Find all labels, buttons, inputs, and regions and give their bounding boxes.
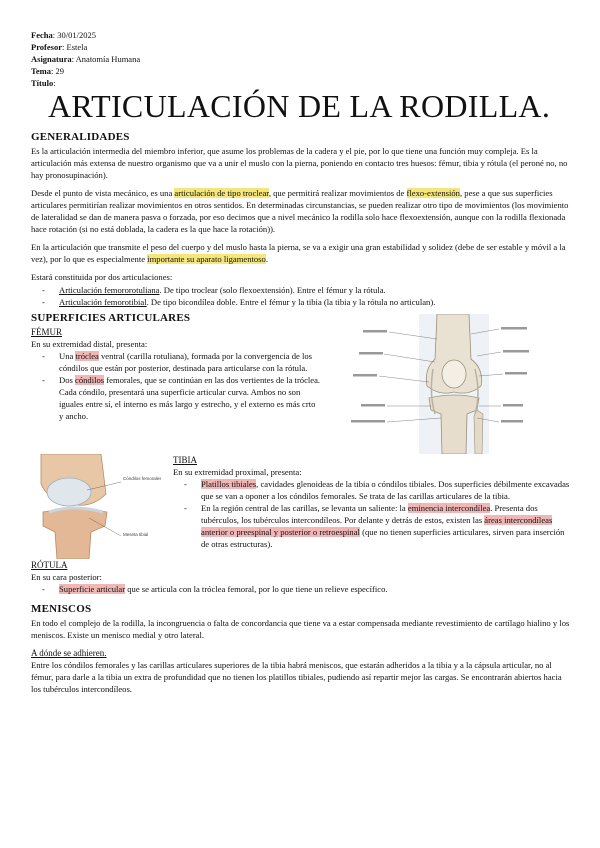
articulaciones-list	[31, 284, 571, 308]
rotula-heading: RÓTULA	[31, 560, 68, 570]
meniscos-p2: Entre los cóndilos femorales y las carillas articulares superiores de la tibia habrá meniscos, que estarán adheridos a la tibia y a la cápsula articular, no al fémur, para darle a la tibia un extra de profundidad que no tienen los platillos tibiales, pudiendo así repartir mejor las cargas. Se encontrarán abiertos hacia los tubérculos intercondíleos.	[31, 660, 562, 694]
highlight: articulación de tipo troclear	[174, 188, 269, 198]
list-item: - Una tróclea ventral (carilla rotuliana), formada por la convergencia de los cóndilos que están por posterior, destinada para articularse con la rótula.	[31, 350, 321, 374]
tibia-section: Cóndilos femorales Meseta tibial TIBIA En su extremidad proximal, presenta: - Platillos tibiales, cavidades glenoideas de la tibia o cóndilos tibiales. Dos superficies débilmente excavadas que se van a oponer a los cóndilos femorales. Se trata de las carillas articulares de la tibia. - En la región central de las carillas, se levanta un saliente: la eminencia intercondílea. Presenta dos tubérculos, los tubérculos intercondíleos. Por delante y detrás de estos, existen las áreas intercondíleas anterior o preespinal y posterior o retroespinal (que no tienen superficies articulares, sirven para inserción de otras estructuras).	[31, 454, 571, 559]
knee-cartilage-figure	[31, 454, 161, 559]
meta-titulo: Título:	[31, 78, 56, 88]
knee-bones-figure	[349, 314, 539, 454]
meta-profesor: Profesor: Estela	[31, 42, 88, 52]
page-title: ARTICULACIÓN DE LA RODILLA.	[48, 88, 551, 124]
list-item: - Articulación femororotuliana. De tipo troclear (solo flexoextensión). Entre el fémur y la rótula.	[31, 284, 571, 296]
generalidades-p4: Estará constituida por dos articulaciones:	[31, 272, 173, 282]
generalidades-p1: Es la articulación intermedia del miembro inferior, que asume los problemas de la cadera y el pie, por lo que tiene una función muy compleja. Es la articulación más extensa de nuestro organismo que va a unir el muslo con la pierna, poniendo en contacto tres huesos: fémur, tibia y rótula (el peroné no, no hay pronosupinación).	[31, 146, 568, 180]
generalidades-p3: En la articulación que transmite el peso del cuerpo y del muslo hasta la pierna, se va a exigir una gran estabilidad y solidez (debe de ser estable y móvil a la vez), por lo que es especialmente importante su aparato ligamentoso.	[31, 242, 566, 264]
highlight: tróclea	[75, 351, 99, 361]
meta-fecha: Fecha: 30/01/2025	[31, 30, 96, 40]
generalidades-heading: GENERALIDADES	[31, 131, 130, 143]
meniscos-heading: MENISCOS	[31, 603, 92, 615]
highlight: Platillos tibiales	[201, 479, 257, 489]
meniscos-p1: En todo el complejo de la rodilla, la incongruencia o falta de concordancia que tiene va a estar compensada mediante revestimiento de cartílago hialino y los meniscos. Existe un menisco medial y otro lateral.	[31, 618, 570, 640]
list-item: - Dos cóndilos femorales, que se continúan en las dos vertientes de la tróclea. Cada cóndilo, presentará una superficie articular curva. Ambos no son iguales entre sí, el interno es más largo y estrecho, y el externo es más crto y ancho.	[31, 374, 321, 422]
highlight: importante su aparato ligamentoso	[147, 254, 266, 264]
femur-heading: FÉMUR	[31, 327, 63, 337]
meta-asignatura: Asignatura: Anatomía Humana	[31, 54, 141, 64]
meta-tema: Tema: 29	[31, 66, 64, 76]
highlight: Superficie articular	[59, 584, 126, 594]
highlight: eminencia intercondílea	[407, 503, 491, 513]
list-item: - Articulación femorotibial. De tipo bicondílea doble. Entre el fémur y la tibia (la tibia y la rótula no articulan).	[31, 296, 571, 308]
femur-section: FÉMUR En su extremidad distal, presenta: - Una tróclea ventral (carilla rotuliana), formada por la convergencia de los cóndilos que están por posterior, destinada para articularse con la rótula. - Dos cóndilos femorales, que se continúan en las dos vertientes de la tróclea. Cada cóndilo, presentará una superficie articular curva. Ambos no son iguales entre sí, el interno es más largo y estrecho, y el externo es más crto y ancho.	[31, 326, 571, 454]
meta-block	[31, 29, 140, 89]
figure-label-condilos: Cóndilos femorales	[123, 476, 161, 481]
main-content: GENERALIDADES Es la articulación intermedia del miembro inferior, que asume los problemas de la cadera y el pie, por lo que tiene una función muy compleja. Es la articulación más extensa de nuestro organismo que va a unir el muslo con la pierna, poniendo en contacto tres huesos: fémur, tibia y rótula (el peroné no, no hay pronosupinación). Desde el punto de vista mecánico, es una articulación de tipo troclear, que permitirá realizar movimientos de flexo-extensión, pese a que sus superficies articulares permitirían realizar movimientos en otros sentidos. En determinadas circunstancias, se pueden realizar otro tipo de movimientos (los movimiento de lateralidad se dan de manera pasva o forzada, por eso decimos que a nivel mecánico la rodilla solo hace flexoextensión, aunque con la rodilla flexionada hace rotación (si no está doblada, la cadera es la que hace la rotación)). En la articulación que transmite el peso del cuerpo y del muslo hasta la pierna, se va a exigir una gran estabilidad y solidez (debe de ser estable y móvil a la vez), por lo que es especialmente importante su aparato ligamentoso. Estará constituida por dos articulaciones: - Articulación femororotuliana. De tipo troclear (solo flexoextensión). Entre el fémur y la rótula. - Articulación femorotibial. De tipo bicondílea doble. Entre el fémur y la tibia (la tibia y la rótula no articulan). SUPERFICIES ARTICULARES FÉMUR En su extremidad distal, presenta: - Una tróclea ventral (carilla rotuliana), formada por la convergencia de los cóndilos que están por posterior, destinada para articularse con la rótula. - Dos cóndilos femorales, que se continúan en las dos vertientes de la tróclea. Cada cóndilo, presentará una superficie articular curva. Ambos no son iguales entre sí, el interno es más largo y estrecho, y el externo es más crto y ancho. Cóndilos femorales Meseta tibial TIBIA En su extremidad proximal, presenta: - Platillos tibiales, cavidades glenoideas de la tibia o cóndilos tibiales. Dos superficies débilmente excavadas que se van a oponer a los cóndilos femorales. Se trata de las carillas articulares de la tibia. - En la región central de las carillas, se levanta un saliente: la eminencia intercondílea. Presenta dos tubérculos, los tubérculos intercondíleos. Por delante y detrás de estos, existen las áreas intercondíleas anterior o preespinal y posterior o retroespinal (que no tienen superficies articulares, sirven para inserción de otras estructuras). RÓTULA En su cara posterior: - Superficie articular que se articula con la tróclea femoral, por lo que tiene un relieve específico. MENISCOS En todo el complejo de la rodilla, la incongruencia o falta de concordancia que tiene va a estar compensada mediante revestimiento de cartílago hialino y los meniscos. Existe un menisco medial y otro lateral. A dónde se adhieren. Entre los cóndilos femorales y las carillas articulares superiores de la tibia habrá meniscos, que estarán adheridos a la tibia y a la cápsula articular, no al fémur, para darle a la tibia un extra de profundidad que no tienen los platillos tibiales, pudiendo así repartir mejor las cargas. Se encontrarán abiertos hacia los tubérculos intercondíleos.	[31, 127, 571, 701]
superficies-heading: SUPERFICIES ARTICULARES	[31, 312, 191, 324]
tibia-heading: TIBIA	[173, 455, 197, 465]
highlight: flexo-extensión	[406, 188, 460, 198]
generalidades-p2: Desde el punto de vista mecánico, es una articulación de tipo troclear, que permitirá realizar movimientos de flexo-extensión, pese a que sus superficies articulares permitirían realizar movimientos en otros sentidos. En determinadas circunstancias, se pueden realizar otro tipo de movimientos (los movimiento de lateralidad se dan de manera pasva o forzada, por eso decimos que a nivel mecánico la rodilla solo hace flexoextensión, aunque con la rodilla flexionada hace rotación (si no está doblada, la cadera es la que hace la rotación)).	[31, 188, 569, 234]
meniscos-subheading: A dónde se adhieren.	[31, 648, 107, 658]
knee-bones-illustration	[349, 314, 539, 454]
figure-label-meseta: Meseta tibial	[123, 532, 149, 537]
list-item: - Platillos tibiales, cavidades glenoideas de la tibia o cóndilos tibiales. Dos superficies débilmente excavadas que se van a oponer a los cóndilos femorales. Se trata de las carillas articulares de la tibia.	[173, 478, 571, 502]
list-item: - En la región central de las carillas, se levanta un saliente: la eminencia intercondílea. Presenta dos tubérculos, los tubérculos intercondíleos. Por delante y detrás de estos, existen las áreas intercondíleas anterior o preespinal y posterior o retroespinal (que no tienen superficies articulares, sirven para inserción de otras estructuras).	[173, 502, 571, 550]
highlight: cóndilos	[75, 375, 105, 385]
knee-cartilage-illustration	[31, 454, 161, 559]
list-item: - Superficie articular que se articula con la tróclea femoral, por lo que tiene un relieve específico.	[31, 583, 571, 595]
highlight: áreas intercondíleas anterior o preespinal y posterior o retroespinal	[201, 515, 553, 537]
